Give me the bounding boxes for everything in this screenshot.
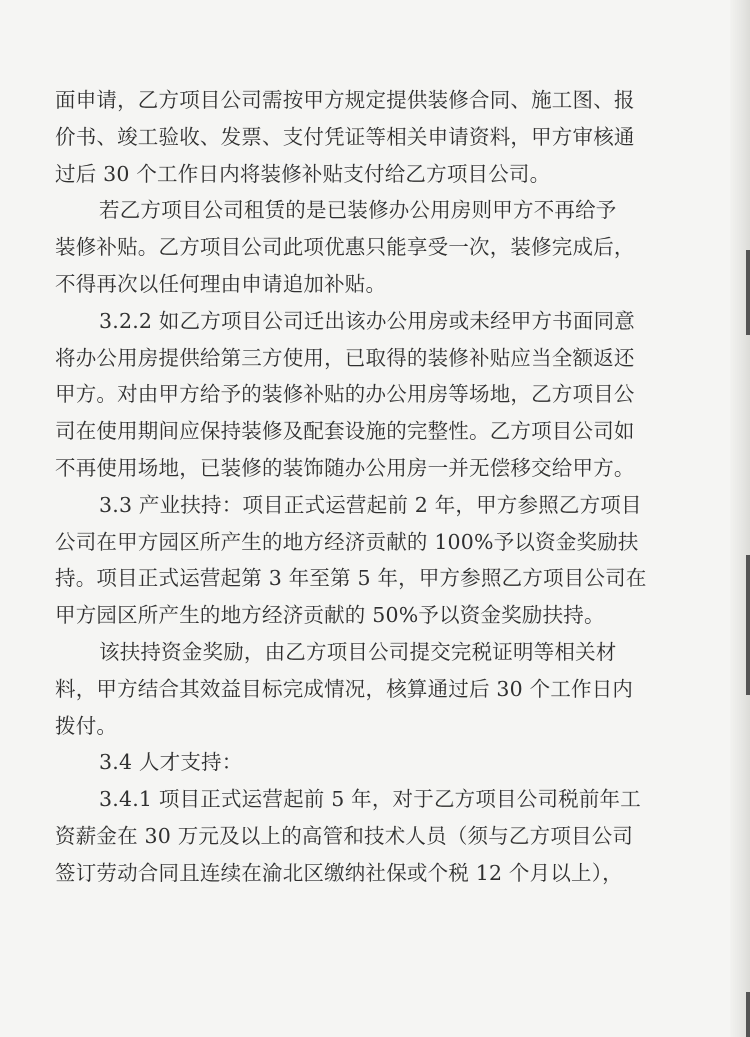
document-line: 3.4.1 项目正式运营起前 5 年，对于乙方项目公司税前年工 xyxy=(99,787,641,812)
document-body xyxy=(55,82,695,892)
scan-edge-mark xyxy=(746,555,750,695)
document-line: 过后 30 个工作日内将装修补贴支付给乙方项目公司。 xyxy=(55,161,551,186)
document-line: 价书、竣工验收、发票、支付凭证等相关申请资料，甲方审核通 xyxy=(55,124,635,149)
document-line: 甲方园区所产生的地方经济贡献的 50%予以资金奖励扶持。 xyxy=(55,603,605,628)
document-line: 资薪金在 30 万元及以上的高管和技术人员（须与乙方项目公司 xyxy=(55,823,634,848)
document-line: 装修补贴。乙方项目公司此项优惠只能享受一次，装修完成后， xyxy=(55,235,635,260)
document-line: 将办公用房提供给第三方使用，已取得的装修补贴应当全额返还 xyxy=(55,345,635,370)
scan-edge-mark xyxy=(746,992,750,1037)
document-line: 不再使用场地，已装修的装饰随办公用房一并无偿移交给甲方。 xyxy=(55,455,635,480)
document-line: 料，甲方结合其效益目标完成情况，核算通过后 30 个工作日内 xyxy=(55,676,634,701)
document-line: 3.4 人才支持： xyxy=(99,750,243,775)
document-line: 持。项目正式运营起第 3 年至第 5 年，甲方参照乙方项目公司在 xyxy=(55,566,647,591)
document-line: 甲方。对由甲方给予的装修补贴的办公用房等场地，乙方项目公 xyxy=(55,382,635,407)
document-line: 3.2.2 如乙方项目公司迁出该办公用房或未经甲方书面同意 xyxy=(99,308,635,333)
document-line: 面申请，乙方项目公司需按甲方规定提供装修合同、施工图、报 xyxy=(55,88,635,112)
document-line: 若乙方项目公司租赁的是已装修办公用房则甲方不再给予 xyxy=(99,198,617,223)
scan-right-edge xyxy=(730,0,750,1037)
scan-edge-mark xyxy=(746,250,750,335)
document-line: 拨付。 xyxy=(55,713,118,738)
document-line: 司在使用期间应保持装修及配套设施的完整性。乙方项目公司如 xyxy=(55,419,635,444)
document-line: 签订劳动合同且连续在渝北区缴纳社保或个税 12 个月以上）， xyxy=(55,860,623,885)
document-line: 该扶持资金奖励，由乙方项目公司提交完税证明等相关材 xyxy=(99,639,617,664)
document-line: 3.3 产业扶持：项目正式运营起前 2 年，甲方参照乙方项目 xyxy=(99,492,642,517)
document-line: 公司在甲方园区所产生的地方经济贡献的 100%予以资金奖励扶 xyxy=(55,529,639,554)
document-line: 不得再次以任何理由申请追加补贴。 xyxy=(55,271,387,296)
